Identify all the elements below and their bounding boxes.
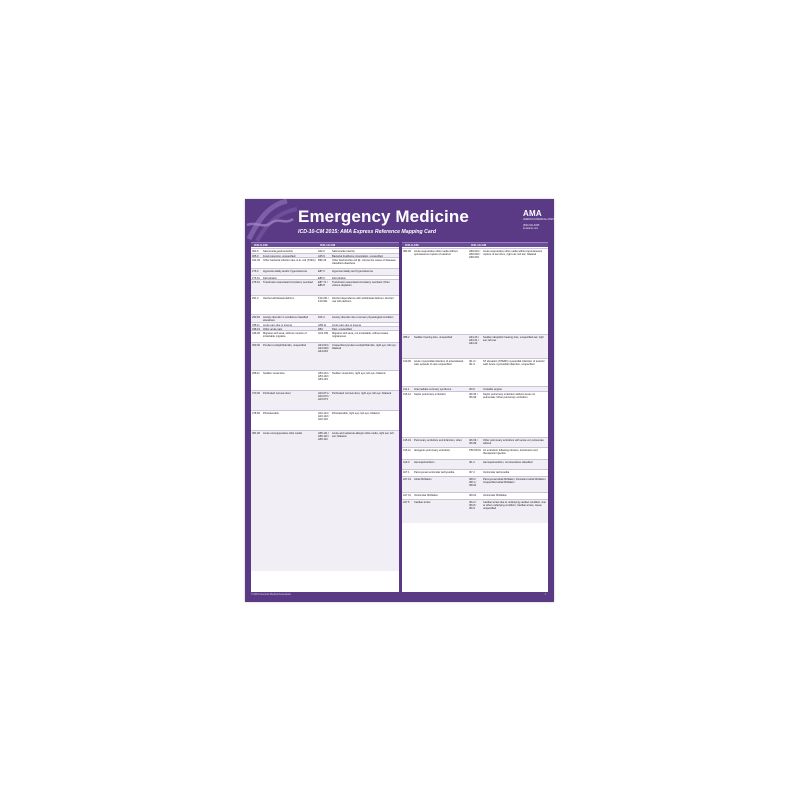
icd10-code: H91.20 / H91.21 / H91.22: [469, 335, 479, 346]
table-row: [402, 248, 548, 335]
icd9-code: 410.00: [403, 359, 411, 363]
icd9-code: 360.00: [252, 343, 260, 347]
icd9-description: Other acute pain: [263, 327, 283, 331]
icd9-description: Other bacterial infection due to E. coli (STEC): [263, 258, 316, 262]
icd10-code: I49.01: [469, 493, 477, 497]
icd10-code: H66.001 / H66.002 / H66.003: [469, 249, 481, 260]
icd9-code: 338.11: [252, 323, 260, 327]
icd10-description: Hemopericardium, not elsewhere classified: [483, 460, 533, 464]
table-row: [402, 334, 548, 359]
icd10-code: I20.0: [469, 387, 475, 391]
icd10-description: Cardiac arrest due to underlying cardiac condition; due to other underlying condition; Cardiac arrest, cause unspecified: [483, 500, 546, 511]
icd9-code: 415.19: [403, 438, 411, 442]
icd10-description: Alcohol dependence with withdrawal delirium; Alcohol use with delirium: [332, 296, 394, 303]
icd10-code: H16.071 / H16.072 / H16.073: [318, 391, 330, 402]
icd9-description: Intermediate coronary syndrome: [414, 387, 452, 391]
icd9-description: Transfusion associated circulatory overload: [263, 280, 313, 284]
icd9-code: 382.00: [403, 249, 411, 253]
card-subtitle: ICD-10-CM 2015: AMA Express Reference Mapping Card: [298, 229, 436, 235]
icd10-code: H16.131 / H16.132 / H16.133: [318, 411, 330, 422]
table-row: [251, 430, 399, 571]
left-header-icd9: ICD-9-CM: [251, 242, 317, 247]
icd9-code: 427.41: [403, 493, 411, 497]
caduceus-swirl-graphic: [245, 199, 305, 243]
logo-phone: (800) 621-8335: [523, 224, 540, 227]
icd9-description: Anxiety disorder in conditions classified elsewhere: [263, 315, 309, 322]
right-mapping-table: [402, 247, 548, 592]
icd10-description: Bacterial foodborne intoxication, unspecified: [332, 254, 383, 258]
icd10-description: Sudden visual loss, right eye; left eye; bilateral: [332, 371, 386, 375]
icd10-code: I31.2: [469, 460, 475, 464]
right-header-icd9: ICD-9-CM: [402, 242, 468, 247]
icd9-description: Photokeratitis: [263, 411, 279, 415]
icd9-description: Paroxysmal ventricular tachycardia: [414, 470, 455, 474]
icd9-code: 388.2: [403, 335, 410, 339]
page-number: 1: [544, 593, 546, 596]
icd9-description: Sudden visual loss: [263, 371, 285, 375]
icd9-description: Hyperosmolality and/or hypernatremia: [263, 269, 307, 273]
icd9-code: 293.84: [252, 315, 260, 319]
icd10-description: ST elevation (STEMI) myocardial infarction of anterior wall; Acute myocardial infarction, unspecified: [483, 359, 545, 366]
icd9-code: 276.0: [252, 269, 259, 273]
icd9-code: 003.0: [252, 249, 259, 253]
icd9-description: Hemopericardium: [414, 460, 435, 464]
table-row: [402, 358, 548, 387]
icd9-code: 378.56: [252, 411, 260, 415]
icd10-description: Dehydration: [332, 276, 346, 280]
copyright-footer: © 2015 American Medical Association: [251, 593, 292, 596]
icd9-description: Cardiac arrest: [414, 500, 431, 504]
icd9-description: Perforated corneal ulcer: [263, 391, 291, 395]
icd10-code: A02.0: [318, 249, 325, 253]
reference-card: [245, 199, 564, 602]
icd10-description: Acute and subacute allergic otitis media, right ear; left ear; bilateral: [332, 431, 394, 438]
icd9-description: Purulent endophthalmitis, unspecified: [263, 343, 307, 347]
logo-web: amastore.com: [523, 227, 539, 230]
icd9-code: 276.61: [252, 280, 260, 284]
logo-tagline: AMERICAN MEDICAL ASSOCIATION: [523, 218, 564, 221]
table-row: [402, 499, 548, 523]
ama-logo: [523, 209, 564, 230]
icd9-code: 291.0: [252, 296, 259, 300]
icd9-code: 427.31: [403, 477, 411, 481]
table-row: [251, 390, 399, 411]
table-row: [251, 410, 399, 431]
icd10-code: I46.2 / I46.8 / I46.9: [469, 500, 477, 511]
logo-mark: AMA: [523, 209, 542, 218]
icd10-description: Hyperosmolality and hypernatremia: [332, 269, 373, 273]
icd10-description: Acute suppurative otitis media without spontaneous rupture of ear drum, right ear; left ear; bilateral: [483, 249, 543, 256]
icd10-description: Perforated corneal ulcer, right eye; left eye; bilateral: [332, 391, 392, 395]
table-row: [402, 476, 548, 493]
icd10-description: Photokeratitis, right eye; left eye; bilateral: [332, 411, 380, 415]
icd10-code: G89.11: [318, 323, 327, 327]
icd10-description: Anxiety disorder due to known physiological condition: [332, 315, 394, 319]
icd9-code: 368.11: [252, 371, 260, 375]
icd10-description: Acute pain due to trauma: [332, 323, 361, 327]
icd9-description: Salmonella gastroenteritis: [263, 249, 293, 253]
icd9-code: 041.49: [252, 258, 260, 262]
icd9-code: 381.00: [252, 431, 260, 435]
icd10-code: F10.231 / F10.921: [318, 296, 329, 303]
icd10-code: A05.9: [318, 254, 325, 258]
icd9-code: 427.1: [403, 470, 410, 474]
icd10-code: E86.0: [318, 276, 325, 280]
icd10-description: Transfusion associated circulatory overload; Other volume depletion: [332, 280, 390, 287]
icd9-description: Food poisoning, unspecified: [263, 254, 296, 258]
left-header-icd10: ICD-10-CM: [317, 242, 399, 247]
icd10-code: E87.71 / E86.8: [318, 280, 328, 287]
icd10-description: Other Escherichia coli [E. coli] as the cause of diseases classified elsewhere: [332, 258, 396, 265]
icd9-code: 415.12: [403, 392, 411, 396]
icd10-code: R52: [318, 327, 323, 331]
icd10-description: Ventricular tachycardia: [483, 470, 510, 474]
icd9-description: Dehydration: [263, 276, 277, 280]
icd10-description: Pain, unspecified: [332, 327, 352, 331]
icd10-code: E87.0: [318, 269, 325, 273]
icd10-description: Migraine with aura, not intractable, without status migrainosus: [332, 331, 389, 338]
icd10-code: G43.109: [318, 331, 328, 335]
icd10-code: B96.29: [318, 258, 327, 262]
icd10-code: I21.0 / I21.9: [469, 359, 477, 366]
icd9-description: Acute myocardial infarction of anterolateral wall, episode of care unspecified: [414, 359, 464, 366]
icd9-code: 346.00: [252, 331, 260, 335]
icd9-description: Acute suppurative otitis media without spontaneous rupture of eardrum: [414, 249, 458, 256]
table-row: [251, 342, 399, 371]
icd9-description: Alcohol withdrawal delirium: [263, 296, 295, 300]
icd10-code: H65.111 / H65.112 / H65.113: [318, 431, 330, 442]
icd10-description: Other pulmonary embolism with acute cor pulmonale; without: [483, 438, 545, 445]
icd9-description: Migraine with aura, without mention of intractable migraine: [263, 331, 307, 338]
icd9-description: Ventricular fibrillation: [414, 493, 438, 497]
icd9-code: 338.19: [252, 327, 260, 331]
icd10-code: T80.0XXA: [469, 448, 481, 452]
icd10-code: I26.90 / I26.99: [469, 392, 478, 399]
icd10-code: F06.4: [318, 315, 325, 319]
icd9-description: Iatrogenic pulmonary embolism: [414, 448, 451, 452]
icd10-code: I47.2: [469, 470, 475, 474]
icd10-code: H44.001 / H44.002 / H44.003: [318, 343, 330, 354]
table-row: [251, 295, 399, 315]
icd9-description: Acute pain due to trauma: [263, 323, 292, 327]
card-title: Emergency Medicine: [298, 207, 469, 226]
icd9-code: 411.1: [403, 387, 410, 391]
icd9-description: Atrial fibrillation: [414, 477, 432, 481]
icd10-description: Ventricular fibrillation: [483, 493, 507, 497]
icd10-description: Paroxysmal atrial fibrillation; Persistent atrial fibrillation; Unspecified atrial fibrillation: [483, 477, 547, 484]
table-row: [402, 391, 548, 438]
left-mapping-table: [251, 247, 399, 592]
icd9-code: 370.06: [252, 391, 260, 395]
icd9-code: 419.0: [403, 460, 410, 464]
icd10-code: H53.131 / H53.132 / H53.133: [318, 371, 330, 382]
icd9-code: 415.11: [403, 448, 411, 452]
icd9-code: 276.51: [252, 276, 260, 280]
icd9-description: Pulmonary embolism and infarction, other: [414, 438, 462, 442]
icd10-description: Air embolism following infusion, transfusion and therapeutic injection: [483, 448, 538, 455]
icd10-description: Septic pulmonary embolism without acute cor pulmonale; Other pulmonary embolism: [483, 392, 536, 399]
right-header-icd10: ICD-10-CM: [468, 242, 548, 247]
icd9-description: Acute nonsuppurative otitis media: [263, 431, 302, 435]
icd9-description: Septic pulmonary embolism: [414, 392, 446, 396]
icd10-description: Unstable angina: [483, 387, 502, 391]
icd9-code: 427.5: [403, 500, 410, 504]
icd10-code: I26.09 / I26.99: [469, 438, 478, 445]
icd9-code: 005.9: [252, 254, 259, 258]
icd10-description: Sudden idiopathic hearing loss, unspecified ear; right ear; left ear: [483, 335, 544, 342]
icd10-description: Unspecified purulent endophthalmitis, right eye; left eye; bilateral: [332, 343, 397, 350]
table-row: [251, 370, 399, 391]
icd9-description: Sudden hearing loss, unspecified: [414, 335, 453, 339]
icd10-description: Salmonella enteritis: [332, 249, 355, 253]
icd10-code: I48.0 / I48.1 / I48.91: [469, 477, 477, 488]
